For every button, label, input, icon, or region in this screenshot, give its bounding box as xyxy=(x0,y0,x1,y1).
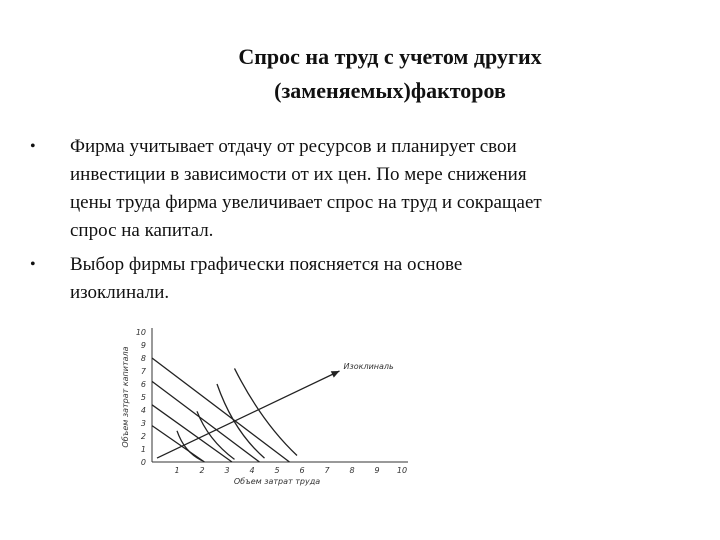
budget-line xyxy=(152,358,290,462)
x-tick-label: 5 xyxy=(274,466,280,475)
x-tick-label: 4 xyxy=(249,466,255,475)
isocline-line xyxy=(157,371,340,458)
x-tick-label: 10 xyxy=(396,466,408,475)
y-tick-label: 7 xyxy=(140,367,146,376)
y-tick-label: 6 xyxy=(140,380,146,389)
x-tick-label: 1 xyxy=(174,466,180,475)
isoquant-curve xyxy=(197,411,235,459)
bullet-marker: • xyxy=(30,256,36,273)
y-tick-label: 10 xyxy=(135,328,146,337)
isoquant-curve xyxy=(217,384,265,458)
y-tick-label: 0 xyxy=(140,458,146,467)
y-tick-label: 2 xyxy=(140,432,146,441)
x-tick-label: 7 xyxy=(324,466,330,475)
chart-svg xyxy=(110,320,420,495)
y-tick-label: 3 xyxy=(140,419,146,428)
title-line-1: Спрос на труд с учетом других xyxy=(238,44,542,69)
bullet-text: Выбор фирмы графически поясняется на основе изоклинали. xyxy=(70,254,463,303)
x-tick-label: 6 xyxy=(299,466,305,475)
x-axis-label: Объем затрат труда xyxy=(233,477,321,486)
y-tick-label: 4 xyxy=(140,406,146,415)
y-axis-label: Объем затрат капитала xyxy=(121,346,130,448)
y-tick-label: 9 xyxy=(140,341,146,350)
isoquant-curve xyxy=(235,368,298,455)
y-tick-label: 8 xyxy=(140,354,146,363)
x-tick-label: 2 xyxy=(199,466,205,475)
y-tick-label: 5 xyxy=(140,393,146,402)
slide-title xyxy=(130,40,650,108)
budget-line xyxy=(152,381,260,462)
bullet-item xyxy=(30,133,680,245)
bullet-item xyxy=(30,251,680,307)
y-tick-label: 1 xyxy=(140,445,146,454)
x-tick-label: 3 xyxy=(224,466,230,475)
bullet-marker: • xyxy=(30,138,36,155)
x-tick-label: 8 xyxy=(349,466,355,475)
isocline-chart xyxy=(110,320,420,495)
x-tick-label: 9 xyxy=(374,466,380,475)
bullet-list xyxy=(30,133,680,307)
isocline-annotation: Изоклиналь xyxy=(343,362,394,371)
bullet-text: Фирма учитывает отдачу от ресурсов и планирует свои инвестиции в зависимости от их цен. По мере снижения цены труда фирма увеличивает спрос на труд и сокращает спрос на капитал. xyxy=(70,136,542,241)
title-line-2: (заменяемых)факторов xyxy=(274,78,506,103)
